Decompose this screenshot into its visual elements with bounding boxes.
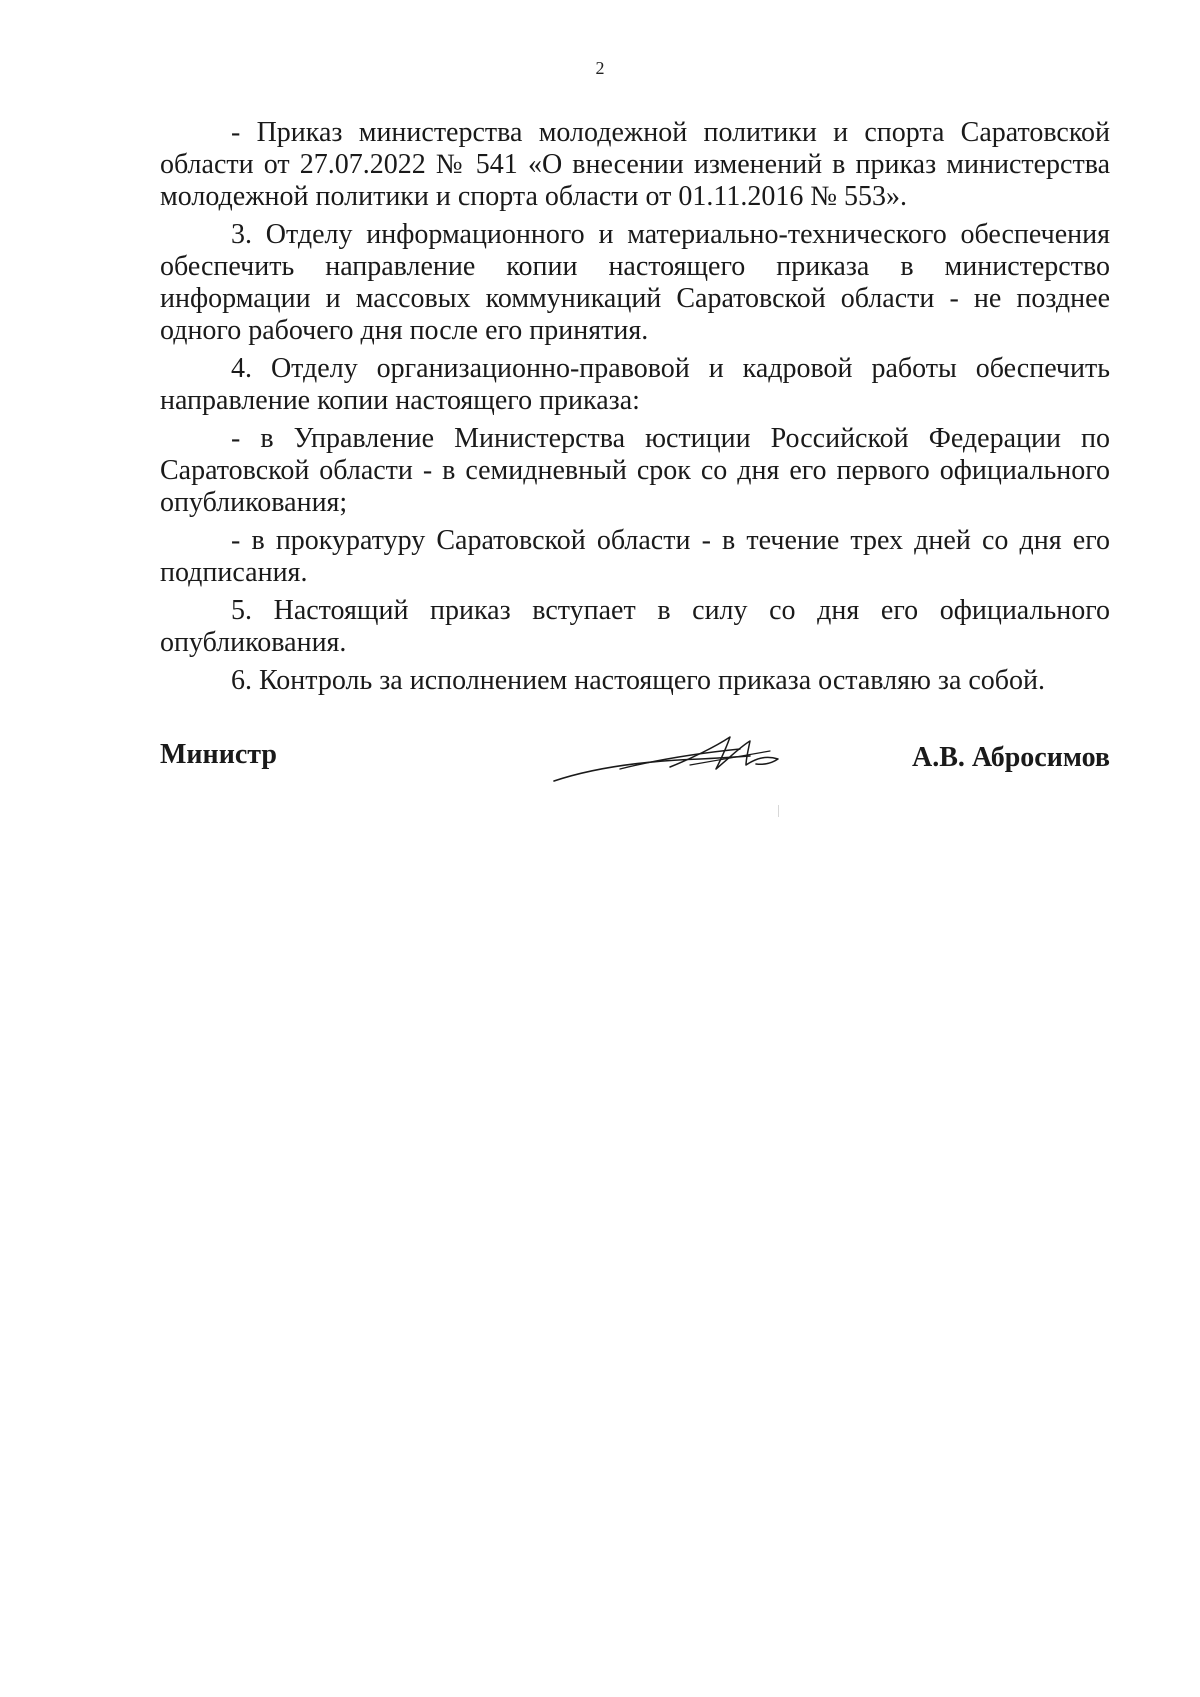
page-number: 2 [595, 58, 605, 78]
paragraph-item-4-prosecutor: - в прокуратуру Саратовской области - в течение трех дней со дня его подписания. [160, 525, 1110, 588]
paragraph-item-6: 6. Контроль за исполнением настоящего приказа оставляю за собой. [231, 665, 1046, 696]
signature-block [160, 739, 1110, 799]
document-body [160, 117, 1110, 703]
signatory-name: А.В. Абросимов [912, 742, 1110, 773]
paragraph-item-3: 3. Отделу информационного и материально-технического обеспечения обеспечить направление копии настоящего приказа в министерство информации и массовых коммуникаций Саратовской области - не позднее одного рабочего дня после его принятия. [160, 219, 1110, 346]
scan-artifact [778, 805, 779, 817]
paragraph-item-5: 5. Настоящий приказ вступает в силу со дня его официального опубликования. [160, 595, 1110, 658]
paragraph-order-reference: - Приказ министерства молодежной политики и спорта Саратовской области от 27.07.2022 № 541 «О внесении изменений в приказ министерства молодежной политики и спорта области от 01.11.2016 № 553». [160, 117, 1110, 212]
paragraph-item-4: 4. Отделу организационно-правовой и кадровой работы обеспечить направление копии настоящего приказа: [160, 353, 1110, 416]
paragraph-item-4-justice: - в Управление Министерства юстиции Российской Федерации по Саратовской области - в семидневный срок со дня его первого официального опубликования; [160, 423, 1110, 518]
handwritten-signature [550, 729, 790, 789]
signatory-title: Министр [160, 739, 277, 770]
